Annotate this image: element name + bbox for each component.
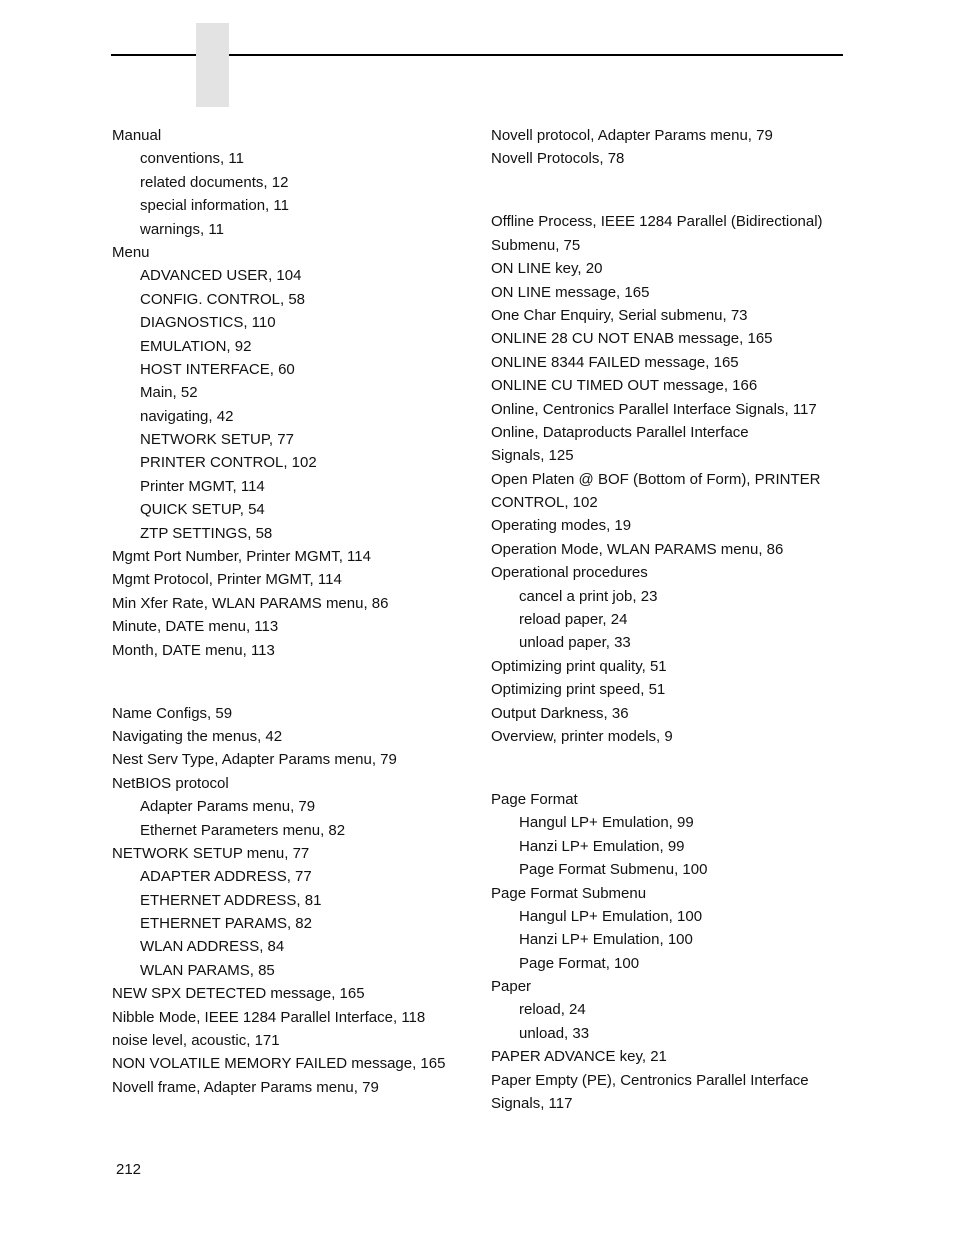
index-entry: Paper bbox=[491, 978, 532, 996]
index-subentry: Hangul LP+ Emulation, 99 bbox=[519, 814, 694, 832]
index-subentry: ADVANCED USER, 104 bbox=[140, 267, 302, 285]
index-subentry: HOST INTERFACE, 60 bbox=[140, 360, 295, 378]
index-entry: Signals, 125 bbox=[491, 447, 574, 465]
index-entry: Signals, 117 bbox=[491, 1095, 573, 1113]
index-subentry: ADAPTER ADDRESS, 77 bbox=[140, 868, 312, 886]
index-subentry: ZTP SETTINGS, 58 bbox=[140, 524, 273, 542]
index-entry: Name Configs, 59 bbox=[112, 704, 233, 722]
index-subentry: ETHERNET PARAMS, 82 bbox=[140, 915, 312, 933]
index-entry: Nest Serv Type, Adapter Params menu, 79 bbox=[112, 751, 397, 769]
index-entry: Overview, printer models, 9 bbox=[491, 727, 673, 745]
index-entry: Menu bbox=[112, 243, 150, 261]
index-subentry: Hanzi LP+ Emulation, 100 bbox=[519, 931, 693, 949]
index-subentry: reload paper, 24 bbox=[519, 611, 628, 629]
index-entry: ON LINE key, 20 bbox=[491, 260, 603, 278]
index-subentry: Hanzi LP+ Emulation, 99 bbox=[519, 837, 685, 855]
index-entry: PAPER ADVANCE key, 21 bbox=[491, 1048, 667, 1066]
index-entry: ON LINE message, 165 bbox=[491, 283, 650, 301]
page-number: 212 bbox=[116, 1161, 142, 1178]
index-entry: Online, Centronics Parallel Interface Signals, 117 bbox=[491, 400, 817, 418]
index-entry: Optimizing print quality, 51 bbox=[491, 657, 667, 675]
index-entry: One Char Enquiry, Serial submenu, 73 bbox=[491, 306, 748, 324]
index-subentry: unload, 33 bbox=[519, 1024, 590, 1042]
index-subentry: Main, 52 bbox=[140, 384, 198, 402]
index-entry: Operation Mode, WLAN PARAMS menu, 86 bbox=[491, 540, 784, 558]
index-entry: Operational procedures bbox=[491, 564, 648, 582]
index-entry: Minute, DATE menu, 113 bbox=[112, 618, 279, 636]
index-subentry: Adapter Params menu, 79 bbox=[140, 798, 316, 816]
index-subentry: Page Format Submenu, 100 bbox=[519, 861, 708, 879]
index-entry: Navigating the menus, 42 bbox=[112, 727, 283, 745]
index-subentry: WLAN PARAMS, 85 bbox=[140, 961, 275, 979]
index-entry: ONLINE CU TIMED OUT message, 166 bbox=[491, 377, 758, 395]
index-entry: Paper Empty (PE), Centronics Parallel Interface bbox=[491, 1071, 809, 1089]
index-entry: NetBIOS protocol bbox=[112, 774, 229, 792]
index-entry: ONLINE 28 CU NOT ENAB message, 165 bbox=[491, 330, 773, 348]
index-entry: Offline Process, IEEE 1284 Parallel (Bidirectional) bbox=[491, 213, 823, 231]
index-subentry: NETWORK SETUP, 77 bbox=[140, 431, 294, 449]
index-entry: Page Format bbox=[491, 790, 578, 808]
index-group-gap bbox=[112, 662, 472, 702]
index-entry: Manual bbox=[112, 127, 162, 144]
index-entry: Novell protocol, Adapter Params menu, 79 bbox=[491, 127, 773, 144]
index-group-gap bbox=[491, 171, 843, 211]
index-entry: NETWORK SETUP menu, 77 bbox=[112, 844, 310, 862]
index-subentry: DIAGNOSTICS, 110 bbox=[140, 314, 276, 332]
index-entry: Open Platen @ BOF (Bottom of Form), PRINTER bbox=[491, 470, 821, 488]
index-subentry: cancel a print job, 23 bbox=[519, 587, 658, 605]
index-subentry: warnings, 11 bbox=[140, 220, 224, 238]
index-subentry: navigating, 42 bbox=[140, 407, 234, 425]
index-entry: Mgmt Protocol, Printer MGMT, 114 bbox=[112, 571, 342, 589]
index-subentry: EMULATION, 92 bbox=[140, 337, 252, 355]
index-entry: Output Darkness, 36 bbox=[491, 704, 629, 722]
index-group-gap bbox=[491, 748, 843, 788]
index-entry: Online, Dataproducts Parallel Interface bbox=[491, 423, 749, 441]
index-entry: NON VOLATILE MEMORY FAILED message, 165 bbox=[112, 1055, 446, 1073]
index-subentry: related documents, 12 bbox=[140, 173, 289, 191]
index-entry: Mgmt Port Number, Printer MGMT, 114 bbox=[112, 548, 371, 566]
index-subentry: Hangul LP+ Emulation, 100 bbox=[519, 907, 703, 925]
index-entry: noise level, acoustic, 171 bbox=[112, 1032, 280, 1050]
index-entry: NEW SPX DETECTED message, 165 bbox=[112, 985, 365, 1003]
chapter-tab-block bbox=[196, 23, 229, 107]
index-entry: CONTROL, 102 bbox=[491, 494, 598, 512]
index-entry: Operating modes, 19 bbox=[491, 517, 632, 535]
index-subentry: Printer MGMT, 114 bbox=[140, 477, 265, 495]
index-entry: Novell Protocols, 78 bbox=[491, 150, 625, 168]
index-subentry: conventions, 11 bbox=[140, 150, 244, 168]
index-column-left bbox=[112, 124, 472, 1099]
index-entry: Page Format Submenu bbox=[491, 884, 647, 902]
index-entry: Nibble Mode, IEEE 1284 Parallel Interface, 118 bbox=[112, 1008, 426, 1026]
index-entry: Novell frame, Adapter Params menu, 79 bbox=[112, 1078, 379, 1096]
index-entry: Min Xfer Rate, WLAN PARAMS menu, 86 bbox=[112, 594, 389, 612]
index-entry: Month, DATE menu, 113 bbox=[112, 641, 275, 659]
index-subentry: WLAN ADDRESS, 84 bbox=[140, 938, 285, 956]
index-subentry: PRINTER CONTROL, 102 bbox=[140, 454, 317, 472]
index-subentry: ETHERNET ADDRESS, 81 bbox=[140, 891, 322, 909]
index-subentry: special information, 11 bbox=[140, 197, 289, 215]
index-subentry: Ethernet Parameters menu, 82 bbox=[140, 821, 346, 839]
index-subentry: unload paper, 33 bbox=[519, 634, 631, 652]
index-subentry: QUICK SETUP, 54 bbox=[140, 501, 265, 519]
index-entry: ONLINE 8344 FAILED message, 165 bbox=[491, 353, 739, 371]
index-entry: Submenu, 75 bbox=[491, 236, 581, 254]
index-subentry: CONFIG. CONTROL, 58 bbox=[140, 290, 306, 308]
index-subentry: Page Format, 100 bbox=[519, 954, 640, 972]
index-column-right bbox=[491, 124, 843, 1115]
index-subentry: reload, 24 bbox=[519, 1001, 586, 1019]
index-entry: Optimizing print speed, 51 bbox=[491, 681, 666, 699]
